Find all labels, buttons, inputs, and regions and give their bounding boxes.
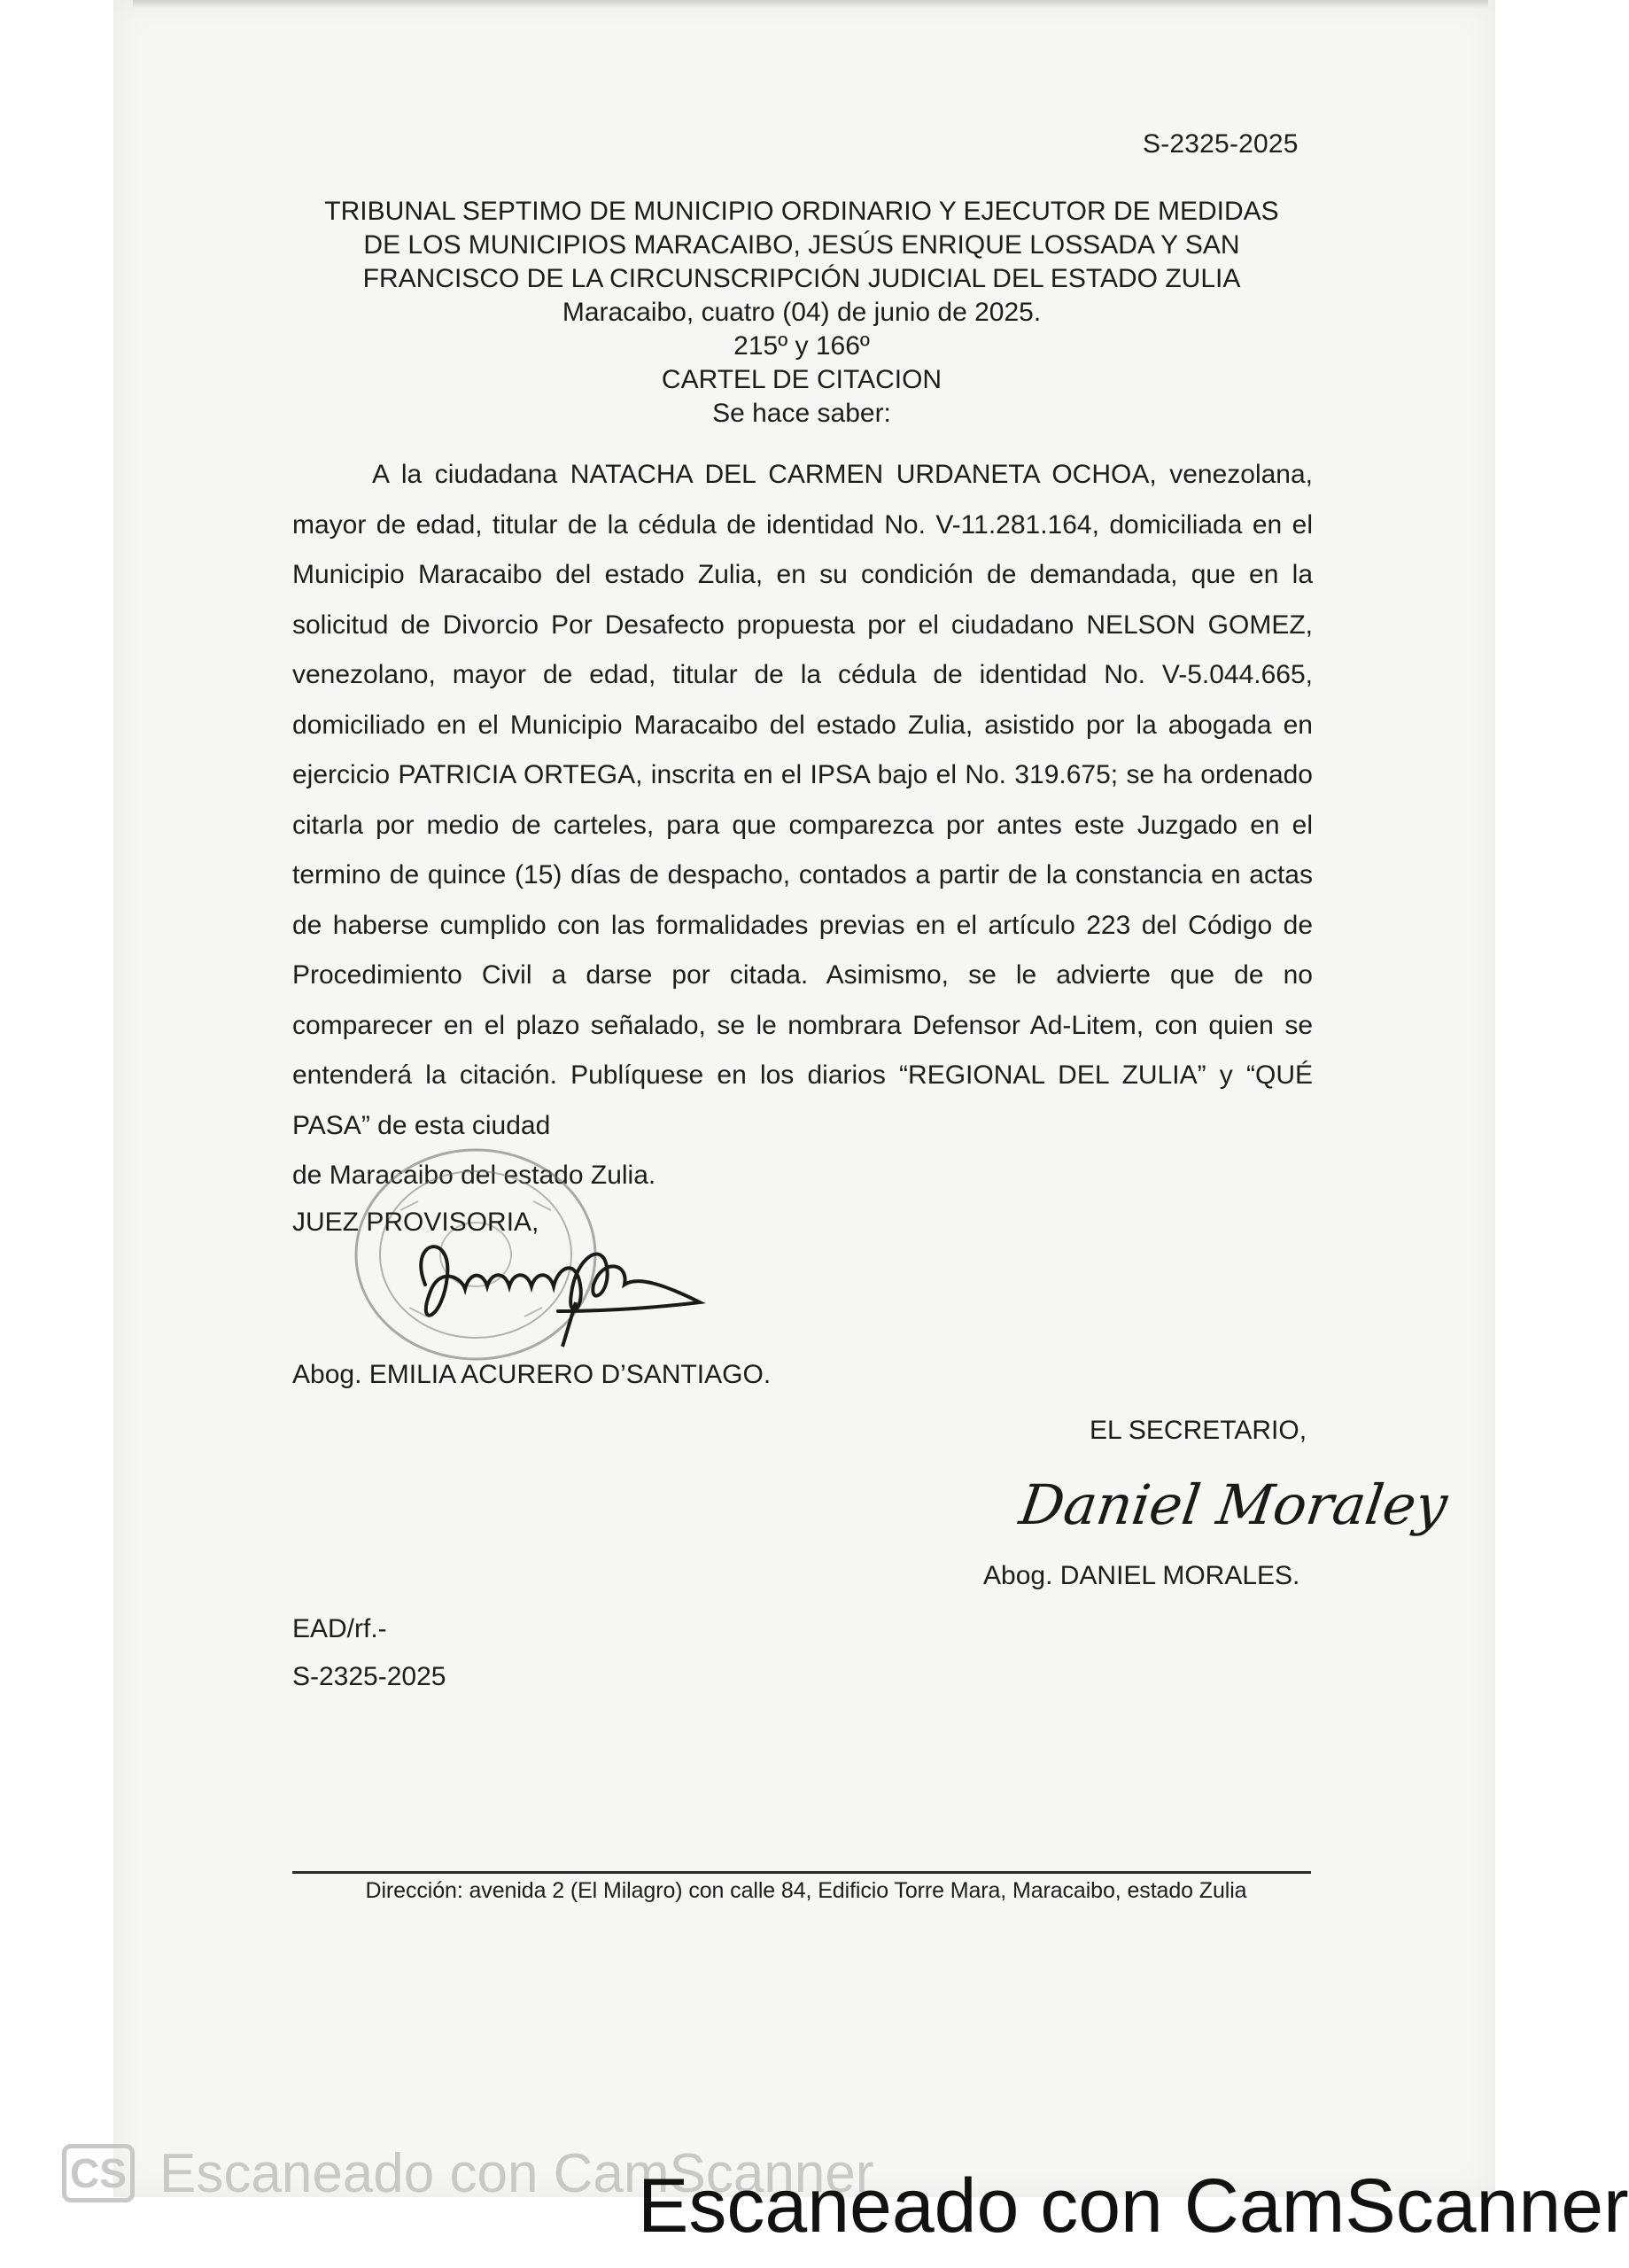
document-title: CARTEL DE CITACION (661, 365, 942, 394)
document-date: Maracaibo, cuatro (04) de junio de 2025. (562, 298, 1042, 327)
case-number-top: S-2325-2025 (1143, 129, 1299, 159)
scan-edge (133, 0, 1488, 9)
court-name-line-1: TRIBUNAL SEPTIMO DE MUNICIPIO ORDINARIO Y EJECUTOR DE MEDIDAS (324, 197, 1279, 226)
reference-case-number: S-2325-2025 (292, 1662, 446, 1691)
secretary-name: Abog. DANIEL MORALES. (983, 1561, 1300, 1590)
citation-body (292, 450, 1313, 1201)
document-header (275, 195, 1329, 431)
judge-title: JUEZ PROVISORIA, (292, 1208, 539, 1237)
court-name-line-2: DE LOS MUNICIPIOS MARACAIBO, JESÚS ENRIQUE LOSSADA Y SAN (363, 230, 1240, 260)
camscanner-logo-icon: CS (62, 2144, 135, 2202)
judge-signature (399, 1223, 718, 1355)
svg-text:Daniel Moraley: Daniel Moraley (1015, 1472, 1452, 1537)
secretary-signature (1015, 1453, 1452, 1550)
reference-initials: EAD/rf.- (292, 1614, 387, 1643)
secretary-title: EL SECRETARIO, (1090, 1416, 1307, 1445)
document-subtitle: Se hace saber: (712, 399, 891, 428)
citation-closing: de Maracaibo del estado Zulia. (292, 1161, 656, 1190)
citation-paragraph: A la ciudadana NATACHA DEL CARMEN URDANETA OCHOA, venezolana, mayor de edad, titular de la cédula de identidad No. V-11.281.164, domiciliada en el Municipio Maracaibo del estado Zulia, en su condición de demandada, que en la solicitud de Divorcio Por Desafecto propuesta por el ciudadano NELSON GOMEZ, venezolano, mayor de edad, titular de la cédula de identidad No. V-5.044.665, domiciliado en el Municipio Maracaibo del estado Zulia, asistido por la abogada en ejercicio PATRICIA ORTEGA, inscrita en el IPSA bajo el No. 319.675; se ha ordenado citarla por medio de carteles, para que comparezca por antes este Juzgado en el termino de quince (15) días de despacho, contados a partir de la constancia en actas de haberse cumplido con las formalidades previas en el artículo 223 del Código de Procedimiento Civil a darse por citada. Asimismo, se le advierte que de no comparecer en el plazo señalado, se le nombrara Defensor Ad-Litem, con quien se entenderá la citación. Publíquese en los diarios “REGIONAL DEL ZULIA” y “QUÉ PASA” de esta ciudad (292, 460, 1313, 1140)
document-years: 215º y 166º (733, 331, 870, 361)
court-name-line-3: FRANCISCO DE LA CIRCUNSCRIPCIÓN JUDICIAL DEL ESTADO ZULIA (362, 264, 1241, 293)
footer-address: Dirección: avenida 2 (El Milagro) con calle 84, Edificio Torre Mara, Maracaibo, estado Zulia (365, 1878, 1247, 1903)
footer-divider (292, 1871, 1311, 1874)
camscanner-watermark-large: Escaneado con CamScanner (638, 2163, 1629, 2249)
camscanner-watermark-text: Escaneado con CamScanner (159, 2142, 874, 2204)
judge-name: Abog. EMILIA ACURERO D’SANTIAGO. (292, 1360, 772, 1389)
